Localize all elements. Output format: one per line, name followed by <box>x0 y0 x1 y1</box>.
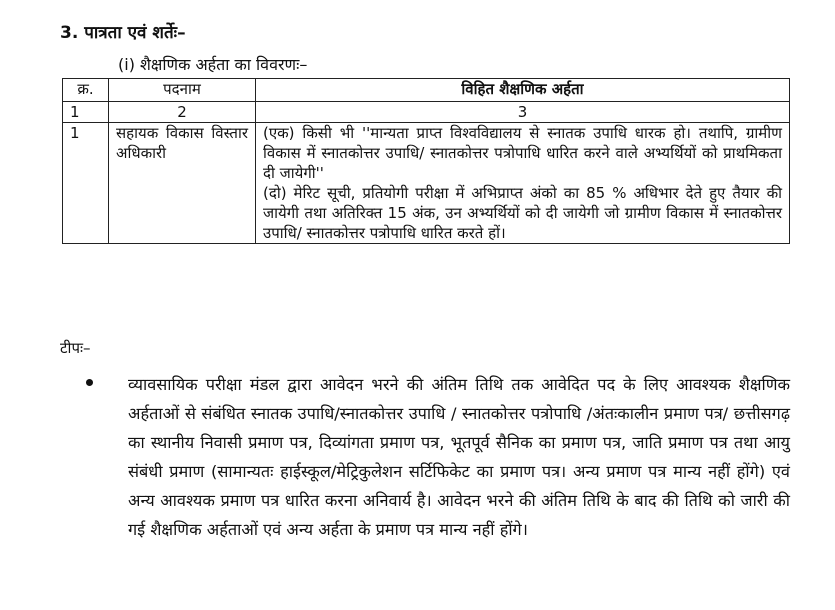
qualification-table <box>62 78 790 244</box>
row-serial-number: 1 <box>63 123 109 244</box>
table-row <box>63 123 790 244</box>
column-number-2: 2 <box>109 102 256 123</box>
header-post-name: पदनाम <box>109 79 256 102</box>
header-serial-number: क्र. <box>63 79 109 102</box>
qualification-clause-two: (दो) मेरिट सूची, प्रतियोगी परीक्षा में अभिप्राप्त अंको का 85 % अधिभार देते हुए तैयार की जायेगी तथा अतिरिक्त 15 अंक, उन अभ्यर्थियों को दी जायेगी जो ग्रामीण विकास में स्नातकोत्तर उपाधि/ स्नातकोत्तर पत्रोपाधि धारित करते हों। <box>263 184 782 242</box>
row-post-name: सहायक विकास विस्तार अधिकारी <box>109 123 256 244</box>
note-bullet-item <box>86 370 790 544</box>
table-header-row <box>63 79 790 102</box>
row-qualification <box>256 123 790 244</box>
table-column-number-row <box>63 102 790 123</box>
section-heading: 3. पात्रता एवं शर्तेः– <box>60 23 186 43</box>
column-number-3: 3 <box>256 102 790 123</box>
column-number-1: 1 <box>63 102 109 123</box>
subheading: (i) शैक्षणिक अर्हता का विवरणः– <box>118 55 308 74</box>
header-prescribed-qualification: विहित शैक्षणिक अर्हता <box>256 79 790 102</box>
bullet-icon <box>86 379 93 386</box>
note-bullet-text: व्यावसायिक परीक्षा मंडल द्वारा आवेदन भरने की अंतिम तिथि तक आवेदित पद के लिए आवश्यक शैक्षणिक अर्हताओं से संबंधित स्नातक उपाधि/स्नातकोत्तर उपाधि / स्नातकोत्तर पत्रोपाधि /अंतःकालीन प्रमाण पत्र/ छत्तीसगढ़ का स्थानीय निवासी प्रमाण पत्र, दिव्यांगता प्रमाण पत्र, भूतपूर्व सैनिक का प्रमाण पत्र, जाति प्रमाण पत्र तथा आयु संबंधी प्रमाण (सामान्यतः हाईस्कूल/मेट्रिकुलेशन सर्टिफिकेट का प्रमाण पत्र। अन्य प्रमाण पत्र मान्य नहीं होंगे) एवं अन्य आवश्यक प्रमाण पत्र धारित करना अनिवार्य है। आवेदन भरने की अंतिम तिथि के बाद की तिथि को जारी की गई शैक्षणिक अर्हताओं एवं अन्य अर्हता के प्रमाण पत्र मान्य नहीं होंगे। <box>128 375 790 539</box>
note-label: टीपः– <box>60 339 91 357</box>
qualification-clause-one: (एक) किसी भी ''मान्यता प्राप्त विश्वविद्यालय से स्नातक उपाधि धारक हो। तथापि, ग्रामीण विकास में स्नातकोत्तर उपाधि/ स्नातकोत्तर पत्रोपाधि धारित करने वाले अभ्यर्थियों को प्राथमिकता दी जायेगी'' <box>263 124 782 182</box>
